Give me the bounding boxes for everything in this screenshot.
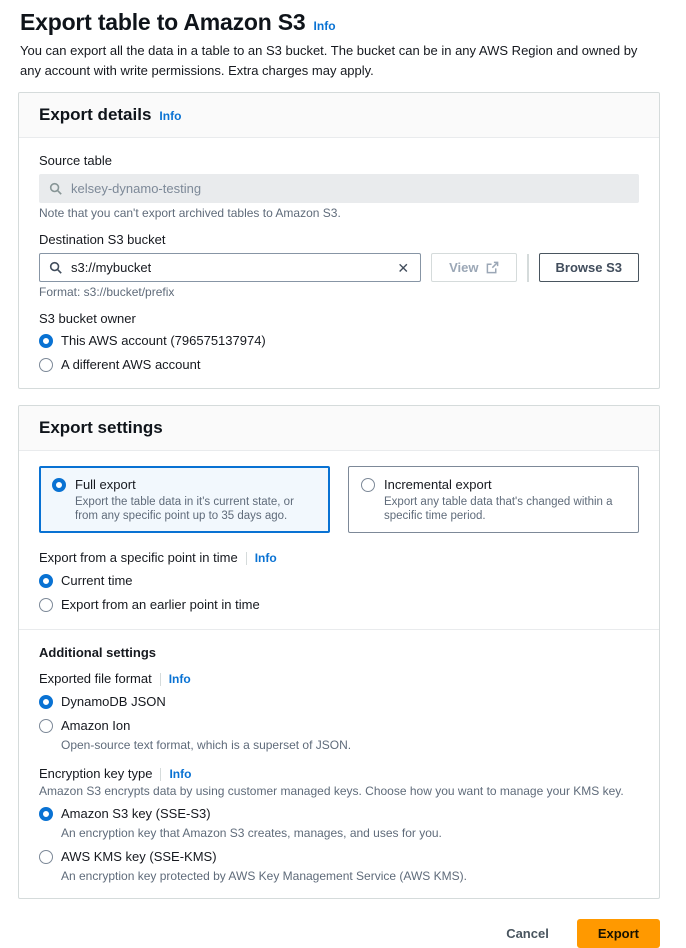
export-details-info-link[interactable]: Info <box>159 109 182 123</box>
radio-option-this-account[interactable] <box>39 332 639 350</box>
radio-input[interactable] <box>39 334 53 348</box>
export-settings-header <box>19 406 659 451</box>
export-details-header <box>19 93 659 138</box>
point-in-time-label: Export from a specific point in time <box>39 550 238 565</box>
radio-label: DynamoDB JSON <box>61 694 166 709</box>
tile-label: Incremental export <box>384 477 492 492</box>
tile-label: Full export <box>75 477 136 492</box>
radio-input[interactable] <box>39 598 53 612</box>
export-details-title: Export details <box>39 105 152 124</box>
source-table-input <box>39 174 639 203</box>
point-in-time-info-link[interactable]: Info <box>254 551 277 565</box>
radio-option-different-account[interactable] <box>39 356 639 374</box>
source-table-label: Source table <box>39 153 112 168</box>
bucket-owner-label: S3 bucket owner <box>39 311 136 326</box>
tile-full-export[interactable] <box>39 466 330 533</box>
radio-input[interactable] <box>39 850 53 864</box>
label-separator <box>246 552 247 565</box>
encryption-info-link[interactable]: Info <box>169 767 192 781</box>
file-format-group <box>39 671 639 753</box>
radio-input[interactable] <box>39 574 53 588</box>
search-icon <box>49 261 63 275</box>
radio-label: This AWS account (796575137974) <box>61 333 266 348</box>
export-type-tiles <box>39 466 639 533</box>
destination-format-hint: Format: s3://bucket/prefix <box>39 285 175 299</box>
radio-input[interactable] <box>39 807 53 821</box>
sse-kms-description: An encryption key protected by AWS Key Management Service (AWS KMS). <box>61 869 467 883</box>
page-title: Export table to Amazon S3 <box>20 9 306 35</box>
tile-incremental-export[interactable] <box>348 466 639 533</box>
radio-input[interactable] <box>52 478 66 492</box>
radio-option-current-time[interactable] <box>39 572 639 590</box>
source-table-value: kelsey-dynamo-testing <box>71 181 202 196</box>
radio-input[interactable] <box>39 695 53 709</box>
export-settings-title: Export settings <box>39 418 163 437</box>
destination-bucket-value: s3://mybucket <box>71 260 152 275</box>
page-header <box>0 0 686 92</box>
amazon-ion-description: Open-source text format, which is a superset of JSON. <box>61 738 352 752</box>
external-link-icon <box>486 261 499 274</box>
tile-description: Export the table data in it's current state, or from any specific point up to 35 days ago. <box>75 496 294 522</box>
view-button[interactable] <box>431 253 516 282</box>
label-separator <box>160 768 161 781</box>
radio-option-earlier-time[interactable] <box>39 596 639 614</box>
radio-input[interactable] <box>39 358 53 372</box>
destination-bucket-input[interactable] <box>39 253 421 282</box>
radio-option-sse-kms[interactable] <box>39 848 639 866</box>
footer-actions <box>0 915 686 948</box>
browse-s3-button[interactable]: Browse S3 <box>539 253 639 282</box>
point-in-time-group <box>39 550 639 614</box>
radio-input[interactable] <box>39 719 53 733</box>
bucket-owner-field <box>39 311 639 374</box>
page-description: You can export all the data in a table to an S3 bucket. The bucket can be in any AWS Region and owned by any account with write permissions. Extra charges may apply. <box>20 43 638 78</box>
cancel-button[interactable]: Cancel <box>496 920 559 947</box>
source-table-note: Note that you can't export archived tables to Amazon S3. <box>39 206 341 220</box>
additional-settings-title: Additional settings <box>39 645 156 660</box>
destination-bucket-label: Destination S3 bucket <box>39 232 166 247</box>
radio-label: A different AWS account <box>61 357 201 372</box>
radio-option-amazon-ion[interactable] <box>39 717 639 735</box>
radio-option-dynamodb-json[interactable] <box>39 693 639 711</box>
search-icon <box>49 182 63 196</box>
page-info-link[interactable]: Info <box>313 19 336 33</box>
file-format-label: Exported file format <box>39 671 152 686</box>
button-divider <box>527 254 529 282</box>
view-button-label: View <box>449 260 479 275</box>
export-settings-card <box>18 405 660 899</box>
section-divider <box>19 629 659 630</box>
export-details-card <box>18 92 660 389</box>
radio-label: AWS KMS key (SSE-KMS) <box>61 849 217 864</box>
encryption-label: Encryption key type <box>39 766 153 781</box>
label-separator <box>160 673 161 686</box>
clear-icon[interactable]: ✕ <box>397 259 410 276</box>
sse-s3-description: An encryption key that Amazon S3 creates, manages, and uses for you. <box>61 826 442 840</box>
file-format-info-link[interactable]: Info <box>168 672 191 686</box>
source-table-field <box>39 153 639 220</box>
radio-label: Export from an earlier point in time <box>61 597 260 612</box>
radio-input[interactable] <box>361 478 375 492</box>
encryption-group <box>39 766 639 884</box>
radio-label: Amazon S3 key (SSE-S3) <box>61 806 211 821</box>
radio-option-sse-s3[interactable] <box>39 805 639 823</box>
radio-label: Amazon Ion <box>61 718 131 733</box>
encryption-description: Amazon S3 encrypts data by using customer managed keys. Choose how you want to manage your KMS key. <box>39 784 624 798</box>
tile-description: Export any table data that's changed within a specific time period. <box>384 496 613 522</box>
destination-bucket-field <box>39 232 639 299</box>
export-button[interactable]: Export <box>577 919 660 948</box>
radio-label: Current time <box>61 573 133 588</box>
